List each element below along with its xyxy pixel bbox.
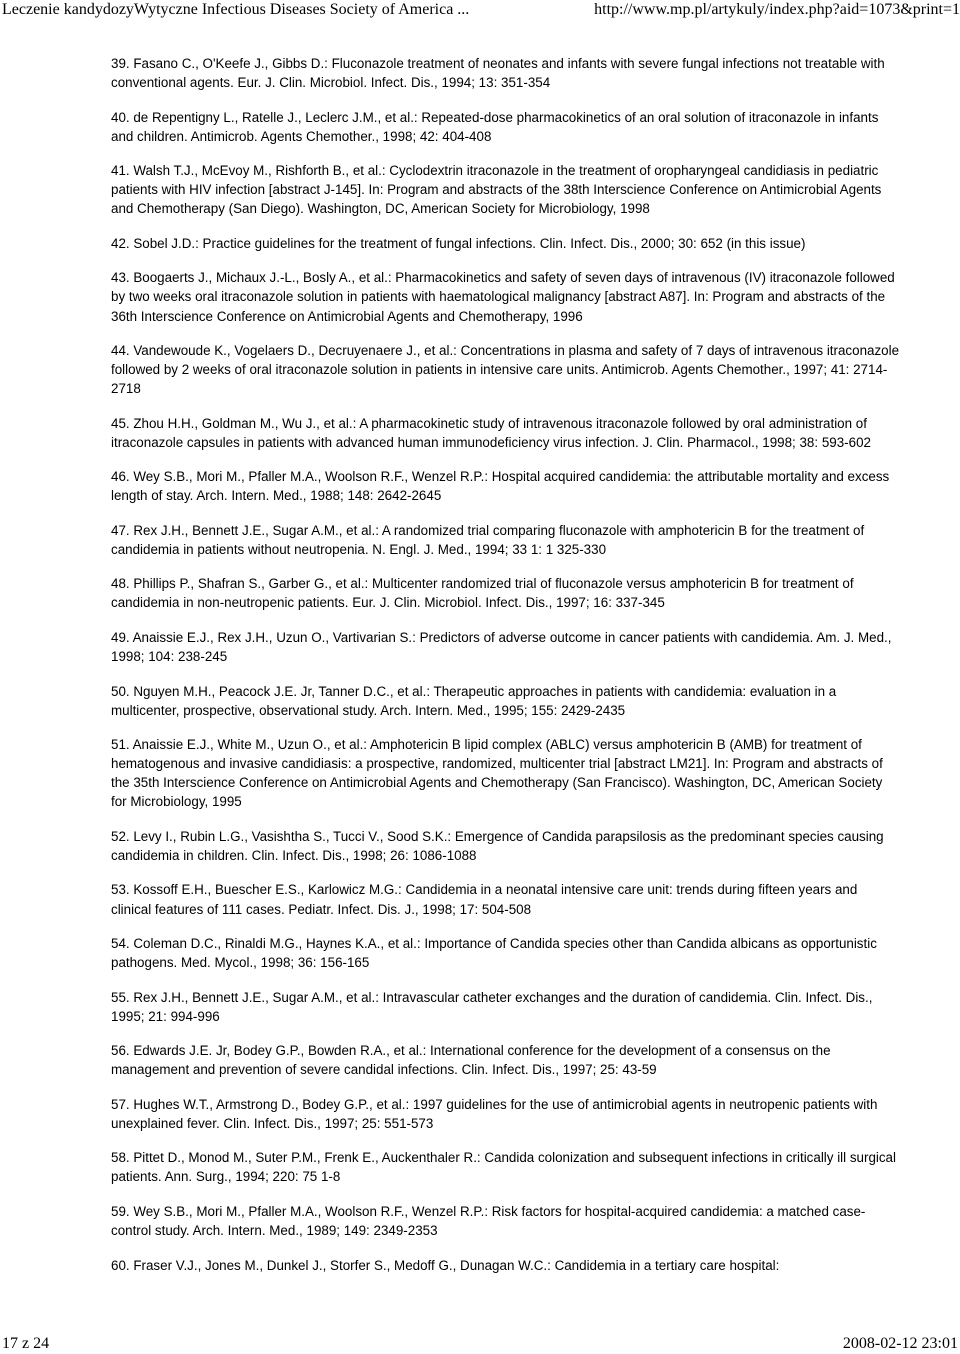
reference-item: 44. Vandewoude K., Vogelaers D., Decruyenaere J., et al.: Concentrations in plasma and safety of 7 days of intravenous itraconazole followed by 2 weeks of oral itraconazole solution in patients in intensive care units. Antimicrob. Agents Chemother., 1997; 41: 2714-2718 [111,342,900,397]
reference-item: 40. de Repentigny L., Ratelle J., Leclerc J.M., et al.: Repeated-dose pharmacokinetics of an oral solution of itraconazole in infants and children. Antimicrob. Agents Chemother., 1998; 42: 404-408 [111,109,879,144]
reference-item: 47. Rex J.H., Bennett J.E., Sugar A.M., et al.: A randomized trial comparing fluconazole with amphotericin B for the treatment of candidemia in patients without neutropenia. N. Engl. J. Med., 1994; 33 1: 1 325-330 [111,522,865,557]
reference-item: 41. Walsh T.J., McEvoy M., Rishforth B., et al.: Cyclodextrin itraconazole in the treatment of oropharyngeal candidiasis in pediatric patients with HIV infection [abstract J-145]. In: Program and abstracts of the 38th Interscience Conference on Antimicrobial Agents and Chemotherapy (San Diego). Washington, DC, American Society for Microbiology, 1998 [111,163,882,217]
reference-item: 59. Wey S.B., Mori M., Pfaller M.A., Woolson R.F., Wenzel R.P.: Risk factors for hospital-acquired candidemia: a matched case-control study. Arch. Intern. Med., 1989; 149: 2349-2353 [111,1203,866,1239]
print-header [0,0,960,20]
page-number: 17 z 24 [2,1335,50,1352]
reference-item: 48. Phillips P., Shafran S., Garber G., et al.: Multicenter randomized trial of fluconazole versus amphotericin B for treatment of candidemia in non-neutropenic patients. Eur. J. Clin. Microbiol. Infect. Dis., 1997; 16: 337-345 [111,576,854,611]
reference-item: 50. Nguyen M.H., Peacock J.E. Jr, Tanner D.C., et al.: Therapeutic approaches in patients with candidemia: evaluation in a multicenter, prospective, observational study. Arch. Intern. Med., 1995; 155: 2429-2435 [111,683,837,718]
reference-item: 39. Fasano C., O'Keefe J., Gibbs D.: Fluconazole treatment of neonates and infants with severe fungal infections not treatable with conventional agents. Eur. J. Clin. Microbiol. Infect. Dis., 1994; 13: 351-354 [111,56,885,91]
reference-item: 54. Coleman D.C., Rinaldi M.G., Haynes K.A., et al.: Importance of Candida species other than Candida albicans as opportunistic pathogens. Med. Mycol., 1998; 36: 156-165 [111,936,877,971]
reference-item: 56. Edwards J.E. Jr, Bodey G.P., Bowden R.A., et al.: International conference for the development of a consensus on the management and prevention of severe candidal infections. Clin. Infect. Dis., 1997; 25: 43-59 [111,1043,831,1078]
reference-item: 60. Fraser V.J., Jones M., Dunkel J., Storfer S., Medoff G., Dunagan W.C.: Candidemia in a tertiary care hospital: [111,1257,780,1273]
page-url: http://www.mp.pl/artykuly/index.php?aid=1073&print=1 [594,1,960,18]
reference-item: 58. Pittet D., Monod M., Suter P.M., Frenk E., Auckenthaler R.: Candida colonization and subsequent infections in critically ill surgical patients. Ann. Surg., 1994; 220: 75 1-8 [111,1150,896,1185]
reference-item: 42. Sobel J.D.: Practice guidelines for the treatment of fungal infections. Clin. Infect. Dis., 2000; 30: 652 (in this issue) [111,235,806,251]
print-footer [0,1334,960,1354]
reference-item: 49. Anaissie E.J., Rex J.H., Uzun O., Vartivarian S.: Predictors of adverse outcome in cancer patients with candidemia. Am. J. Med., 1998; 104: 238-245 [111,629,892,665]
reference-item: 53. Kossoff E.H., Buescher E.S., Karlowicz M.G.: Candidemia in a neonatal intensive care unit: trends during fifteen years and clinical features of 111 cases. Pediatr. Infect. Dis. J., 1998; 17: 504-508 [111,882,858,917]
reference-list [111,54,901,1290]
print-datetime: 2008-02-12 23:01 [842,1335,958,1352]
reference-item: 57. Hughes W.T., Armstrong D., Bodey G.P., et al.: 1997 guidelines for the use of antimicrobial agents in neutropenic patients with unexplained fever. Clin. Infect. Dis., 1997; 25: 551-573 [111,1096,878,1131]
reference-item: 43. Boogaerts J., Michaux J.-L., Bosly A., et al.: Pharmacokinetics and safety of seven days of intravenous (IV) itraconazole followed by two weeks oral itraconazole solution in patients with haematological malignancy [abstract A87]. In: Program and abstracts of the 36th Interscience Conference on Antimicrobial Agents and Chemotherapy, 1996 [111,270,895,324]
reference-item: 52. Levy I., Rubin L.G., Vasishtha S., Tucci V., Sood S.K.: Emergence of Candida parapsilosis as the predominant species causing candidemia in children. Clin. Infect. Dis., 1998; 26: 1086-1088 [111,828,884,863]
page-title: Leczenie kandydozyWytyczne Infectious Diseases Society of America ... [2,1,470,18]
reference-item: 55. Rex J.H., Bennett J.E., Sugar A.M., et al.: Intravascular catheter exchanges and the duration of candidemia. Clin. Infect. Dis., 1995; 21: 994-996 [111,989,873,1024]
reference-item: 45. Zhou H.H., Goldman M., Wu J., et al.: A pharmacokinetic study of intravenous itraconazole followed by oral administration of itraconazole capsules in patients with advanced human immunodeficiency virus infection. J. Clin. Pharmacol., 1998; 38: 593-602 [111,415,871,450]
reference-item: 46. Wey S.B., Mori M., Pfaller M.A., Woolson R.F., Wenzel R.P.: Hospital acquired candidemia: the attributable mortality and excess length of stay. Arch. Intern. Med., 1988; 148: 2642-2645 [111,469,890,504]
reference-item: 51. Anaissie E.J., White M., Uzun O., et al.: Amphotericin B lipid complex (ABLC) versus amphotericin B (AMB) for treatment of hematogenous and invasive candidiasis: a prospective, randomized, multicenter trial [abstract LM21]. In: Program and abstracts of the 35th Interscience Conference on Antimicrobial Agents and Chemotherapy (San Francisco). Washington, DC, American Society for Microbiology, 1995 [111,737,883,810]
